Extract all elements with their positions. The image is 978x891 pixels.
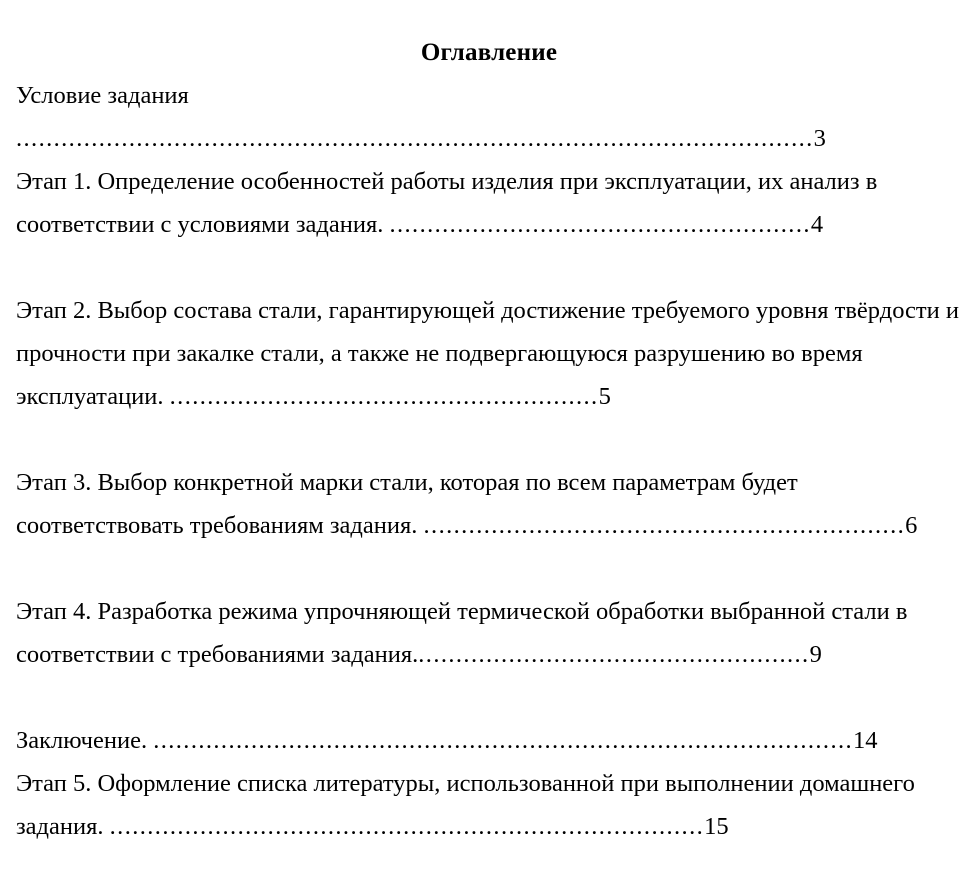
toc-entry-inner xyxy=(16,297,965,453)
toc-page-number: 9 xyxy=(809,641,822,668)
toc-entry-inner xyxy=(16,770,962,883)
toc-entry[interactable] xyxy=(16,590,962,719)
toc-entry-inner xyxy=(16,82,826,152)
toc-entry[interactable] xyxy=(16,762,962,891)
toc-entry[interactable] xyxy=(16,160,962,289)
page-title: Оглавление xyxy=(420,39,558,66)
toc-page-number: 14 xyxy=(853,727,878,754)
toc-leader-dots: .......................................................................................................... xyxy=(16,125,814,152)
toc-entry[interactable] xyxy=(16,289,966,461)
toc-entry[interactable] xyxy=(16,461,962,590)
toc-entry-label: Этап 5. Оформление списка литературы, использованной при выполнении домашнего задания. xyxy=(16,770,921,840)
toc-entry-inner xyxy=(16,598,962,711)
toc-entry[interactable] xyxy=(16,74,962,160)
toc-entry-label: Этап 2. Выбор состава стали, гарантирующей достижение требуемого уровня твёрдости и прочности при закалке стали, а также не подвергающуюся разрушению во время эксплуатации. xyxy=(16,297,966,410)
toc-entry-label: Заключение. xyxy=(16,727,154,754)
toc-page-number: 5 xyxy=(598,383,611,410)
toc-leader-dots: ................................................................ xyxy=(423,512,906,539)
table-of-contents xyxy=(16,74,966,891)
toc-page-number: 4 xyxy=(810,211,824,238)
toc-page-number: 15 xyxy=(704,813,729,840)
toc-leader-dots: ........................................................ xyxy=(389,211,811,238)
toc-entry-label: Этап 1. Определение особенностей работы изделия при эксплуатации, их анализ в соответствии с условиями задания. xyxy=(16,168,884,238)
toc-entry-label: Условие задания xyxy=(16,82,195,109)
toc-leader-dots: ............................................................................... xyxy=(109,813,705,840)
toc-leader-dots: ............................................................................................. xyxy=(153,727,854,754)
toc-leader-dots: ......................................................... xyxy=(169,383,599,410)
toc-leader-dots: .................................................... xyxy=(418,641,810,668)
toc-entry-inner xyxy=(16,469,962,582)
toc-page-number: 6 xyxy=(905,512,918,539)
toc-entry-inner xyxy=(16,168,962,281)
toc-entry[interactable] xyxy=(16,719,962,762)
toc-entry-label: Этап 4. Разработка режима упрочняющей термической обработки выбранной стали в соответствии с требованиями задания. xyxy=(16,598,914,668)
toc-entry-label: Этап 3. Выбор конкретной марки стали, которая по всем параметрам будет соответствовать требованиям задания. xyxy=(16,469,804,539)
toc-page-number: 3 xyxy=(813,125,826,152)
toc-entry-inner xyxy=(16,727,878,754)
